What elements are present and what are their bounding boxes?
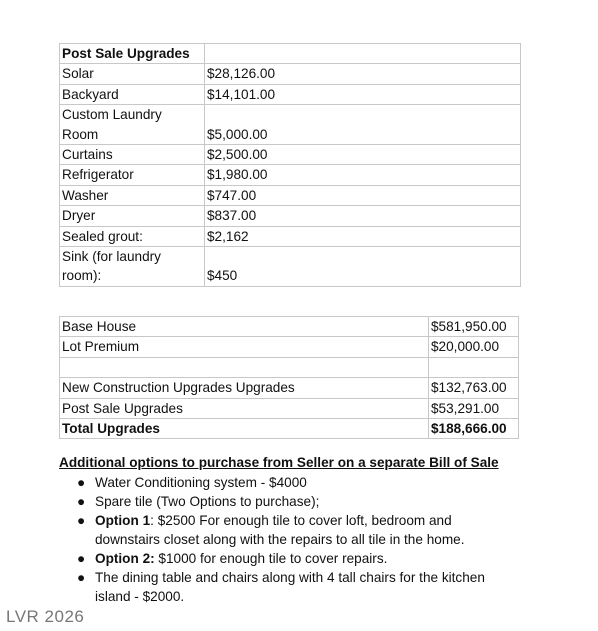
option-title: Option 2:: [95, 551, 155, 566]
list-item: [77, 511, 559, 549]
additional-options-section: [59, 453, 559, 606]
option-text: : $2500 For enough tile to cover loft, bedroom and: [150, 513, 452, 528]
item-cell: Refrigerator: [60, 165, 205, 185]
table-row: [60, 145, 521, 165]
table-row: [60, 317, 519, 337]
table-row: [60, 247, 521, 287]
item-line: room):: [62, 268, 102, 284]
list-item: [77, 568, 559, 606]
watermark: LVR 2026: [6, 607, 85, 626]
table-row: [60, 64, 521, 84]
table-row: [60, 105, 521, 145]
total-label: Total Upgrades: [60, 419, 429, 439]
option-text: Spare tile (Two Options to purchase);: [95, 494, 320, 509]
post-sale-upgrades-table: [59, 43, 521, 287]
table-row: [60, 206, 521, 226]
item-cell: Backyard: [60, 84, 205, 104]
item-cell: [60, 247, 205, 287]
amount-cell: $2,162: [205, 226, 521, 246]
option-text: Water Conditioning system - $4000: [95, 475, 307, 490]
amount-cell: $1,980.00: [205, 165, 521, 185]
spacer-row: [60, 357, 519, 377]
table-row: [60, 185, 521, 205]
option-text: The dining table and chairs along with 4 tall chairs for the kitchen: [95, 570, 485, 585]
empty-cell: [429, 357, 519, 377]
table-row: [60, 226, 521, 246]
table-row: [60, 378, 519, 398]
item-cell: Curtains: [60, 145, 205, 165]
item-line: Custom Laundry: [62, 107, 162, 123]
item-cell: Sealed grout:: [60, 226, 205, 246]
table-row: [60, 398, 519, 418]
item-line: Sink (for laundry: [62, 249, 161, 265]
list-item: [77, 492, 559, 511]
option-text: island - $2000.: [95, 589, 185, 604]
total-row: [60, 419, 519, 439]
post-sale-header: Post Sale Upgrades: [60, 44, 205, 64]
empty-cell: [60, 357, 429, 377]
bullet-icon: ●: [77, 570, 86, 585]
option-text: $1000 for enough tile to cover repairs.: [154, 551, 388, 566]
bullet-icon: ●: [77, 494, 86, 509]
header-empty-cell: [205, 44, 521, 64]
options-heading: Additional options to purchase from Seller on a separate Bill of Sale: [59, 455, 499, 470]
table-row: [60, 84, 521, 104]
list-item: [77, 473, 559, 492]
table-header-row: [60, 44, 521, 64]
value-cell: $132,763.00: [429, 378, 519, 398]
option-text: downstairs closet along with the repairs to all tile in the home.: [95, 532, 465, 547]
bullet-icon: ●: [77, 551, 86, 566]
table-row: [60, 337, 519, 357]
amount-cell: $837.00: [205, 206, 521, 226]
bullet-icon: ●: [77, 513, 86, 528]
item-cell: Washer: [60, 185, 205, 205]
options-list: [59, 473, 559, 606]
amount-cell: $28,126.00: [205, 64, 521, 84]
amount-cell: $2,500.00: [205, 145, 521, 165]
label-cell: Lot Premium: [60, 337, 429, 357]
bullet-icon: ●: [77, 475, 86, 490]
amount-cell: $14,101.00: [205, 84, 521, 104]
value-cell: $581,950.00: [429, 317, 519, 337]
amount-cell: $450: [205, 247, 521, 287]
value-cell: $20,000.00: [429, 337, 519, 357]
option-title: Option 1: [95, 513, 151, 528]
table-row: [60, 165, 521, 185]
item-cell: [60, 105, 205, 145]
list-item: [77, 549, 559, 568]
label-cell: Base House: [60, 317, 429, 337]
item-cell: Dryer: [60, 206, 205, 226]
price-summary-table: [59, 316, 519, 439]
label-cell: Post Sale Upgrades: [60, 398, 429, 418]
amount-cell: $5,000.00: [205, 105, 521, 145]
item-line: Room: [62, 126, 99, 142]
amount-cell: $747.00: [205, 185, 521, 205]
value-cell: $53,291.00: [429, 398, 519, 418]
label-cell: New Construction Upgrades Upgrades: [60, 378, 429, 398]
total-value: $188,666.00: [429, 419, 519, 439]
item-cell: Solar: [60, 64, 205, 84]
